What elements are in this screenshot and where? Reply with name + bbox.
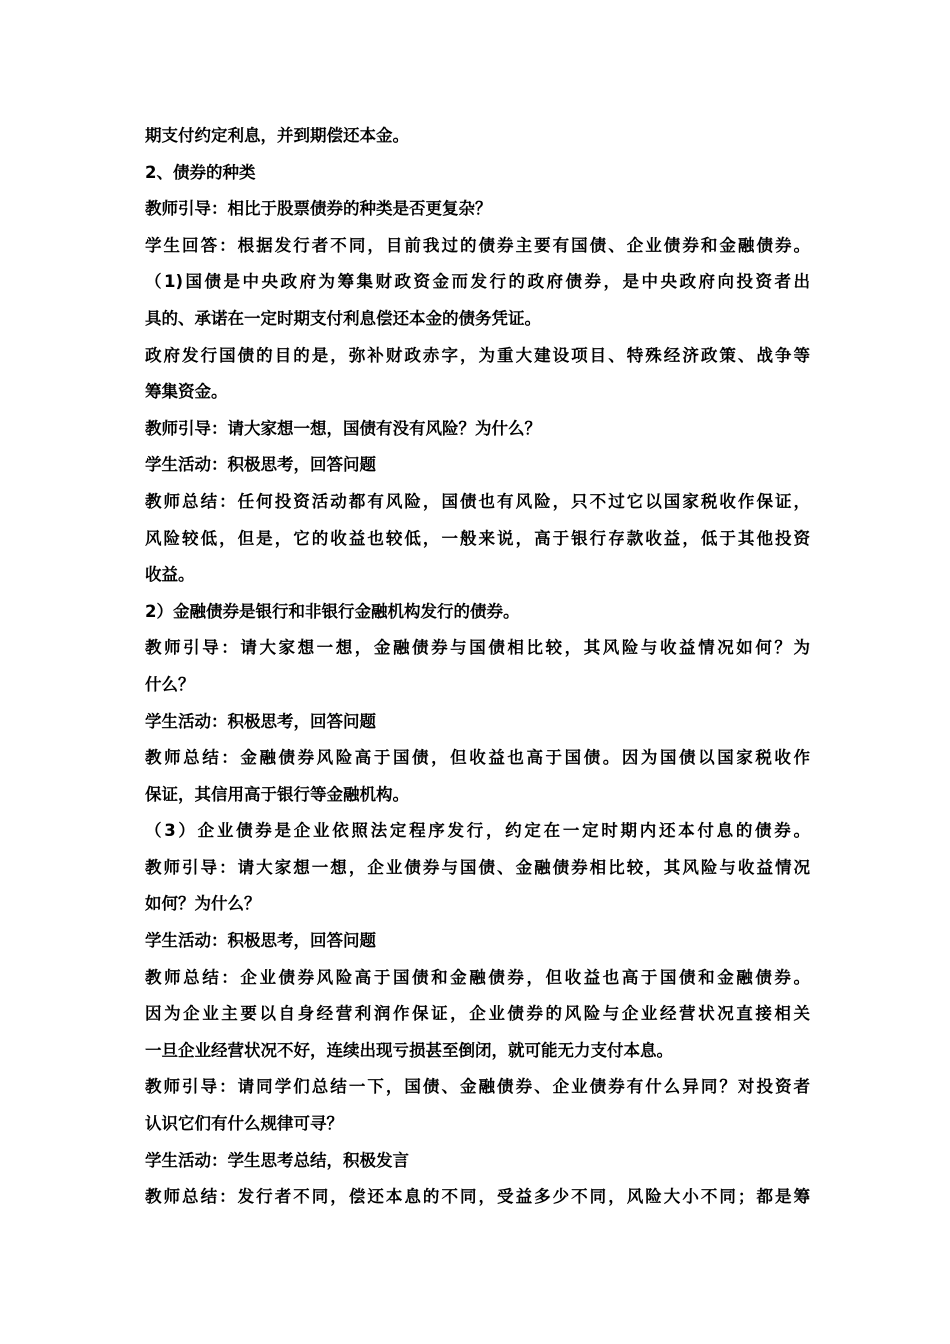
text-line-9: 教师引导：请大家想一想，国债有没有风险？为什么？ (145, 418, 541, 438)
text-line-25: 因为企业主要以自身经营利润作保证，企业债券的风险与企业经营状况直接相关 (145, 1004, 810, 1024)
text-line-10: 学生活动：积极思考，回答问题 (145, 455, 376, 475)
text-line-3: 教师引导：相比于股票债券的种类是否更复杂？ (145, 199, 492, 219)
text-line-20: （3）企业债券是企业依照法定程序发行，约定在一定时期内还本付息的债券。 (145, 821, 810, 841)
document-page (145, 118, 810, 1216)
section-heading: 2、债券的种类 (145, 162, 256, 182)
text-line-15: 教师引导：请大家想一想，金融债券与国债相比较，其风险与收益情况如何？为 (145, 638, 810, 658)
text-line-4: 学生回答：根据发行者不同，目前我过的债券主要有国债、企业债券和金融债券。 (145, 235, 810, 255)
text-line-21: 教师引导：请大家想一想，企业债券与国债、金融债券相比较，其风险与收益情况 (145, 857, 810, 877)
text-line-6: 具的、承诺在一定时期支付利息偿还本金的债务凭证。 (145, 308, 541, 328)
text-line-7: 政府发行国债的目的是，弥补财政赤字，为重大建设项目、特殊经济政策、战争等 (145, 345, 810, 365)
text-line-19: 保证，其信用高于银行等金融机构。 (145, 784, 409, 804)
text-line-18: 教师总结：金融债券风险高于国债，但收益也高于国债。因为国债以国家税收作 (145, 748, 810, 768)
text-line-28: 认识它们有什么规律可寻？ (145, 1114, 343, 1134)
text-line-1: 期支付约定利息，并到期偿还本金。 (145, 126, 409, 145)
text-line-26: 一旦企业经营状况不好，连续出现亏损甚至倒闭，就可能无力支付本息。 (145, 1040, 673, 1060)
text-line-12: 风险较低，但是，它的收益也较低，一般来说，高于银行存款收益，低于其他投资 (145, 528, 810, 548)
text-line-17: 学生活动：积极思考，回答问题 (145, 711, 376, 731)
text-line-8: 筹集资金。 (145, 382, 228, 402)
text-line-27: 教师引导：请同学们总结一下，国债、金融债券、企业债券有什么异同？对投资者 (145, 1077, 810, 1097)
text-line-23: 学生活动：积极思考，回答问题 (145, 931, 376, 951)
text-line-22: 如何？为什么？ (145, 894, 261, 914)
text-line-24: 教师总结：企业债券风险高于国债和金融债券，但收益也高于国债和金融债券。 (145, 967, 810, 987)
text-line-29: 学生活动：学生思考总结，积极发言 (145, 1150, 409, 1170)
text-line-30: 教师总结：发行者不同，偿还本息的不同，受益多少不同，风险大小不同；都是筹 (145, 1187, 810, 1207)
text-line-13: 收益。 (145, 565, 195, 585)
text-line-16: 什么？ (145, 674, 195, 694)
text-line-5: （1)国债是中央政府为筹集财政资金而发行的政府债券，是中央政府向投资者出 (145, 272, 810, 292)
text-line-11: 教师总结：任何投资活动都有风险，国债也有风险，只不过它以国家税收作保证， (145, 491, 810, 511)
text-line-14: 2）金融债券是银行和非银行金融机构发行的债券。 (145, 601, 520, 621)
